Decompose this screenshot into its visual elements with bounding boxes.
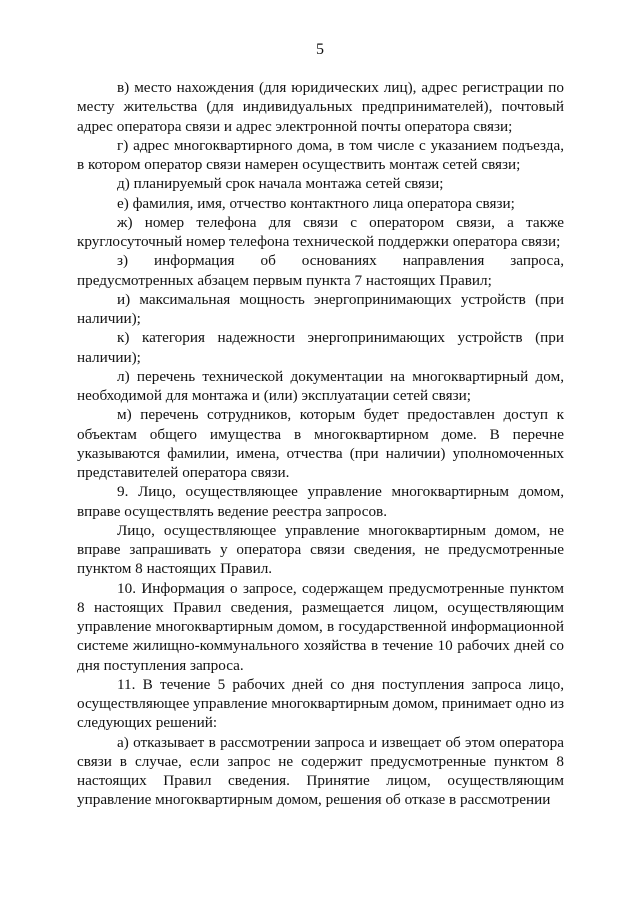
paragraph-item-v: в) место нахождения (для юридических лиц), адрес регистрации по месту жительства (для индивидуальных предпринимателей), почтовый адрес оператора связи и адрес электронной почты оператора связи; [77, 79, 564, 135]
page-number: 5 [316, 41, 324, 58]
paragraph-clause-10: 10. Информация о запросе, содержащем предусмотренные пунктом 8 настоящих Правил сведения, размещается лицом, осуществляющим управление многоквартирным домом, в государственной информационной системе жилищно-коммунального хозяйства в течение 10 рабочих дней со дня поступления запроса. [77, 579, 564, 674]
paragraph-item-i: и) максимальная мощность энергопринимающих устройств (при наличии); [77, 290, 564, 327]
paragraph-clause-11-a: а) отказывает в рассмотрении запроса и извещает об этом оператора связи в случае, если запрос не содержит предусмотренные пунктом 8 настоящих Правил сведения. Принятие лицом, осуществляющим управление многоквартирным домом, решения об отказе в рассмотрении [77, 733, 564, 809]
paragraph-clause-11: 11. В течение 5 рабочих дней со дня поступления запроса лицо, осуществляющее управление многоквартирным домом, принимает одно из следующих решений: [77, 675, 564, 732]
paragraph-item-zh: ж) номер телефона для связи с оператором связи, а также круглосуточный номер телефона технической поддержки оператора связи; [77, 213, 564, 250]
document-body [77, 78, 564, 810]
paragraph-item-l: л) перечень технической документации на многоквартирный дом, необходимой для монтажа и (или) эксплуатации сетей связи; [77, 367, 564, 404]
paragraph-item-z: з) информация об основаниях направления запроса, предусмотренных абзацем первым пункта 7 настоящих Правил; [77, 252, 564, 289]
paragraph-clause-9: 9. Лицо, осуществляющее управление многоквартирным домом, вправе осуществлять ведение реестра запросов. [77, 483, 564, 520]
paragraph-item-d: д) планируемый срок начала монтажа сетей связи; [117, 175, 444, 193]
paragraph-item-k: к) категория надежности энергопринимающих устройств (при наличии); [77, 329, 564, 366]
paragraph-item-e: е) фамилия, имя, отчество контактного лица оператора связи; [117, 194, 515, 212]
paragraph-item-m: м) перечень сотрудников, которым будет предоставлен доступ к объектам общего имущества в многоквартирном доме. В перечне указываются фамилии, имена, отчества (при наличии) уполномоченных представителей оператора связи. [77, 406, 564, 481]
paragraph-item-g: г) адрес многоквартирного дома, в том числе с указанием подъезда, в котором оператор связи намерен осуществить монтаж сетей связи; [77, 136, 564, 173]
paragraph-clause-9-continued: Лицо, осуществляющее управление многоквартирным домом, не вправе запрашивать у оператора связи сведения, не предусмотренные пунктом 8 настоящих Правил. [77, 521, 564, 578]
